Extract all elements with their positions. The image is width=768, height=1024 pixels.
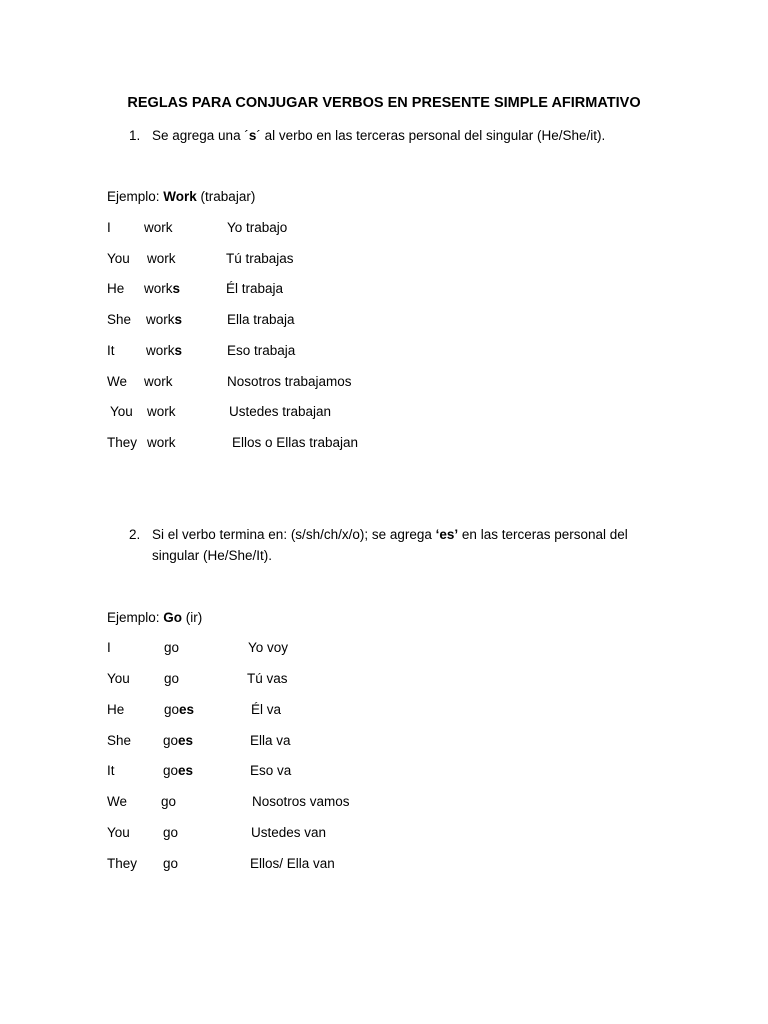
rule-1-text bbox=[152, 128, 605, 144]
verb-stem: go bbox=[163, 856, 179, 871]
example-1-spanish: Ustedes trabajan bbox=[229, 404, 332, 419]
example-2-verb: Go bbox=[163, 610, 183, 625]
rule-2-text-bold: ‘es’ bbox=[435, 527, 459, 542]
example-1-pronoun: It bbox=[107, 343, 115, 358]
verb-suffix: es bbox=[179, 702, 195, 717]
verb-stem: work bbox=[146, 343, 175, 358]
verb-stem: go bbox=[161, 794, 177, 809]
example-1-spanish: Yo trabajo bbox=[227, 220, 288, 235]
example-2-pronoun: I bbox=[107, 640, 111, 655]
example-1-pronoun: You bbox=[107, 251, 130, 266]
rule-2-number: 2. bbox=[129, 527, 141, 542]
example-1-spanish: Tú trabajas bbox=[226, 251, 294, 266]
example-2-pronoun: He bbox=[107, 702, 125, 717]
rule-1-text-bold: s bbox=[248, 128, 257, 143]
verb-stem: go bbox=[164, 702, 180, 717]
verb-stem: work bbox=[144, 281, 173, 296]
example-1-pronoun: They bbox=[107, 435, 138, 450]
example-1-pronoun: You bbox=[110, 404, 133, 419]
example-2-spanish: Ellos/ Ella van bbox=[250, 856, 335, 871]
verb-stem: work bbox=[146, 312, 175, 327]
example-1-label: Ejemplo: bbox=[107, 189, 164, 204]
example-1-verb-form bbox=[147, 404, 176, 420]
example-2-spanish: Ella va bbox=[250, 733, 291, 748]
rule-1-text-after: ´ al verbo en las terceras personal del singular (He/She/it). bbox=[256, 128, 606, 143]
example-1-verb-form bbox=[144, 374, 173, 390]
example-2-verb-form bbox=[163, 763, 193, 779]
verb-stem: work bbox=[147, 435, 176, 450]
example-1-pronoun: I bbox=[107, 220, 111, 235]
example-1-verb: Work bbox=[163, 189, 197, 204]
verb-stem: go bbox=[163, 733, 179, 748]
example-1-spanish: Ella trabaja bbox=[227, 312, 295, 327]
example-1-heading bbox=[107, 189, 255, 205]
rule-2-text-before: Si el verbo termina en: (s/sh/ch/x/o); se agrega bbox=[152, 527, 436, 542]
example-2-label: Ejemplo: bbox=[107, 610, 164, 625]
example-1-spanish: Nosotros trabajamos bbox=[227, 374, 352, 389]
verb-suffix: es bbox=[178, 763, 194, 778]
verb-suffix: s bbox=[172, 281, 181, 296]
verb-stem: work bbox=[147, 404, 176, 419]
verb-suffix: s bbox=[174, 312, 183, 327]
verb-stem: work bbox=[147, 251, 176, 266]
example-1-verb-form bbox=[144, 281, 180, 297]
verb-suffix: es bbox=[178, 733, 194, 748]
verb-stem: go bbox=[163, 763, 179, 778]
example-2-verb-form bbox=[163, 856, 178, 872]
rule-2-text-after: en las terceras personal del bbox=[458, 527, 628, 542]
example-2-spanish: Nosotros vamos bbox=[252, 794, 350, 809]
verb-stem: work bbox=[144, 374, 173, 389]
example-1-verb-form bbox=[146, 343, 182, 359]
example-2-pronoun: You bbox=[107, 671, 130, 686]
verb-suffix: s bbox=[174, 343, 183, 358]
example-1-verb-form bbox=[147, 435, 176, 451]
example-1-verb-form bbox=[147, 251, 176, 267]
example-2-pronoun: She bbox=[107, 733, 132, 748]
rule-2-text-line2: singular (He/She/It). bbox=[152, 548, 273, 563]
example-1-spanish: Él trabaja bbox=[226, 281, 284, 296]
example-1-verb-form bbox=[146, 312, 182, 328]
example-2-verb-form bbox=[164, 640, 179, 656]
example-1-spanish: Ellos o Ellas trabajan bbox=[232, 435, 359, 450]
rule-1-number: 1. bbox=[129, 128, 141, 143]
example-2-heading bbox=[107, 610, 202, 626]
verb-stem: work bbox=[144, 220, 173, 235]
example-1-translation: (trabajar) bbox=[196, 189, 256, 204]
example-2-pronoun: We bbox=[107, 794, 128, 809]
example-2-pronoun: You bbox=[107, 825, 130, 840]
example-2-spanish: Ustedes van bbox=[251, 825, 327, 840]
verb-stem: go bbox=[164, 671, 180, 686]
rule-1-text-before: Se agrega una ´ bbox=[152, 128, 249, 143]
example-2-verb-form bbox=[164, 671, 179, 687]
example-1-spanish: Eso trabaja bbox=[227, 343, 296, 358]
example-1-pronoun: He bbox=[107, 281, 125, 296]
rule-2-text-line1 bbox=[152, 527, 628, 543]
example-2-spanish: Él va bbox=[251, 702, 282, 717]
example-2-verb-form bbox=[161, 794, 176, 810]
verb-stem: go bbox=[164, 640, 180, 655]
example-2-translation: (ir) bbox=[182, 610, 203, 625]
example-1-pronoun: We bbox=[107, 374, 128, 389]
example-2-spanish: Eso va bbox=[250, 763, 292, 778]
example-2-spanish: Yo voy bbox=[248, 640, 289, 655]
example-2-verb-form bbox=[164, 702, 194, 718]
example-2-pronoun: They bbox=[107, 856, 138, 871]
page-title: REGLAS PARA CONJUGAR VERBOS EN PRESENTE SIMPLE AFIRMATIVO bbox=[127, 95, 641, 111]
example-2-verb-form bbox=[163, 825, 178, 841]
example-2-verb-form bbox=[163, 733, 193, 749]
example-2-pronoun: It bbox=[107, 763, 115, 778]
example-2-spanish: Tú vas bbox=[247, 671, 288, 686]
example-1-pronoun: She bbox=[107, 312, 132, 327]
verb-stem: go bbox=[163, 825, 179, 840]
example-1-verb-form bbox=[144, 220, 173, 236]
